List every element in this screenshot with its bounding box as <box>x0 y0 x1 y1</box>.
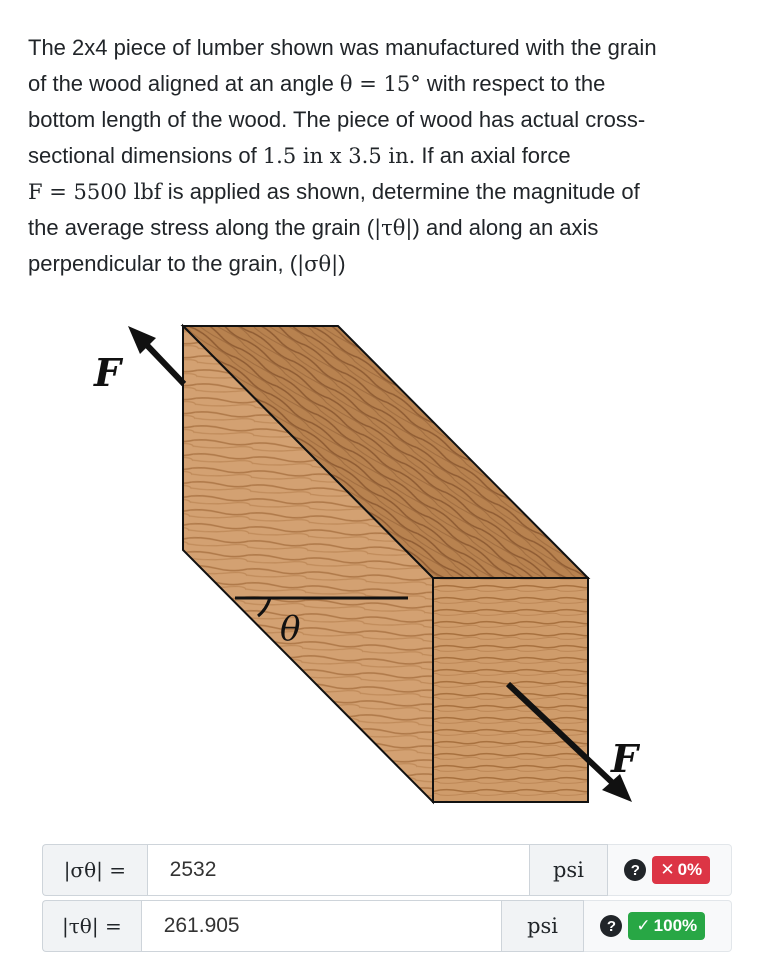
angle-expression: θ = 15° <box>339 72 421 96</box>
problem-text: of the wood aligned at an angle <box>28 71 340 96</box>
problem-text: with respect to the <box>420 71 606 96</box>
help-icon[interactable]: ? <box>624 859 646 881</box>
problem-text: bottom length of the wood. The piece of wood has actual cross- <box>28 107 646 132</box>
dimension-expression: 1.5 in x 3.5 in. <box>262 144 416 168</box>
sigma-label: |σθ| = <box>42 844 147 896</box>
problem-text: ) <box>338 251 346 276</box>
problem-line <box>28 66 728 102</box>
problem-text: ) and along an axis <box>412 215 599 240</box>
score-text: 100% <box>653 916 698 935</box>
problem-text: sectional dimensions of <box>28 143 263 168</box>
check-icon: ✓ <box>636 916 651 935</box>
sigma-input[interactable]: 2532 <box>147 844 530 896</box>
incorrect-badge <box>652 856 710 884</box>
tau-input[interactable]: 261.905 <box>141 900 502 952</box>
problem-line <box>28 174 728 210</box>
problem-text: If an axial force <box>415 143 571 168</box>
tau-feedback <box>584 900 732 952</box>
correct-badge <box>628 912 705 940</box>
tau-unit: psi <box>502 900 585 952</box>
normal-stress-symbol: |σθ| <box>297 252 339 276</box>
tau-label: |τθ| = <box>42 900 141 952</box>
problem-text: the average stress along the grain ( <box>28 215 375 240</box>
problem-text: perpendicular to the grain, ( <box>28 251 298 276</box>
problem-text: is applied as shown, determine the magnitude of <box>161 179 640 204</box>
sigma-unit: psi <box>530 844 609 896</box>
problem-line <box>28 138 728 174</box>
problem-line <box>28 246 728 282</box>
angle-label: θ <box>280 609 301 649</box>
problem-line <box>28 210 728 246</box>
help-icon[interactable]: ? <box>600 915 622 937</box>
problem-line <box>28 30 728 66</box>
force-arrow-top <box>142 340 184 384</box>
lumber-diagram <box>80 318 640 818</box>
problem-statement <box>28 30 728 282</box>
shear-stress-symbol: |τθ| <box>374 216 413 240</box>
problem-text: The 2x4 piece of lumber shown was manufactured with the grain <box>28 35 657 60</box>
x-icon: ✕ <box>660 860 675 879</box>
sigma-feedback <box>608 844 732 896</box>
answer-row-tau <box>42 900 732 952</box>
score-text: 0% <box>677 860 703 879</box>
force-label-top: F <box>94 350 121 395</box>
force-expression: F = 5500 lbf <box>28 180 162 204</box>
problem-line <box>28 102 728 138</box>
answer-row-sigma <box>42 844 732 896</box>
force-label-bottom: F <box>611 736 638 781</box>
lumber-figure <box>80 318 640 818</box>
